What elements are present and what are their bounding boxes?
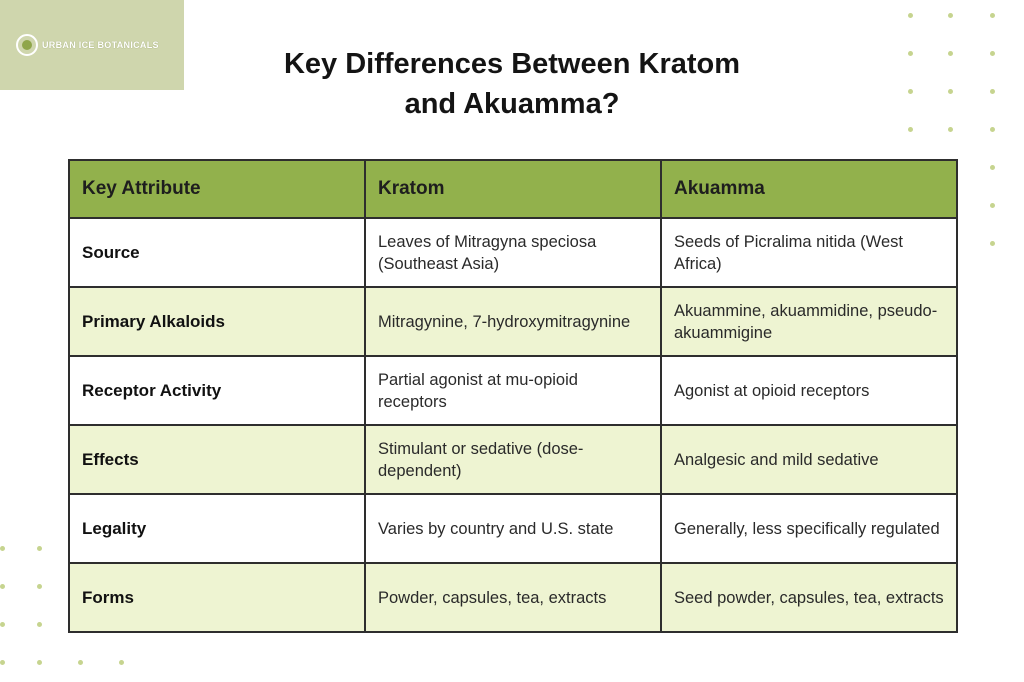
logo-text: URBAN ICE BOTANICALS (42, 40, 159, 50)
table-header-row (69, 160, 957, 218)
row-attribute: Primary Alkaloids (69, 287, 365, 356)
row-attribute: Effects (69, 425, 365, 494)
header-akuamma: Akuamma (661, 160, 957, 218)
row-kratom-value: Stimulant or sedative (dose-dependent) (365, 425, 661, 494)
row-attribute: Source (69, 218, 365, 287)
row-akuamma-value: Analgesic and mild sedative (661, 425, 957, 494)
brand-logo (0, 0, 184, 90)
row-akuamma-value: Generally, less specifically regulated (661, 494, 957, 563)
table-row (69, 218, 957, 287)
table-row (69, 494, 957, 563)
row-attribute: Forms (69, 563, 365, 632)
table-row (69, 563, 957, 632)
row-akuamma-value: Seed powder, capsules, tea, extracts (661, 563, 957, 632)
header-kratom: Kratom (365, 160, 661, 218)
row-akuamma-value: Akuammine, akuammidine, pseudo-akuammigine (661, 287, 957, 356)
title-line-1: Key Differences Between Kratom (283, 48, 741, 80)
title-line-2: and Akuamma? (404, 88, 620, 120)
table-row (69, 287, 957, 356)
row-attribute: Receptor Activity (69, 356, 365, 425)
row-kratom-value: Leaves of Mitragyna speciosa (Southeast Asia) (365, 218, 661, 287)
row-attribute: Legality (69, 494, 365, 563)
row-akuamma-value: Seeds of Picralima nitida (West Africa) (661, 218, 957, 287)
row-kratom-value: Powder, capsules, tea, extracts (365, 563, 661, 632)
comparison-table (68, 159, 958, 633)
table-row (69, 425, 957, 494)
table-row (69, 356, 957, 425)
page-title (200, 44, 824, 124)
header-key-attribute: Key Attribute (69, 160, 365, 218)
row-kratom-value: Mitragynine, 7-hydroxymitragynine (365, 287, 661, 356)
row-akuamma-value: Agonist at opioid receptors (661, 356, 957, 425)
logo-icon (16, 34, 38, 56)
row-kratom-value: Varies by country and U.S. state (365, 494, 661, 563)
row-kratom-value: Partial agonist at mu-opioid receptors (365, 356, 661, 425)
